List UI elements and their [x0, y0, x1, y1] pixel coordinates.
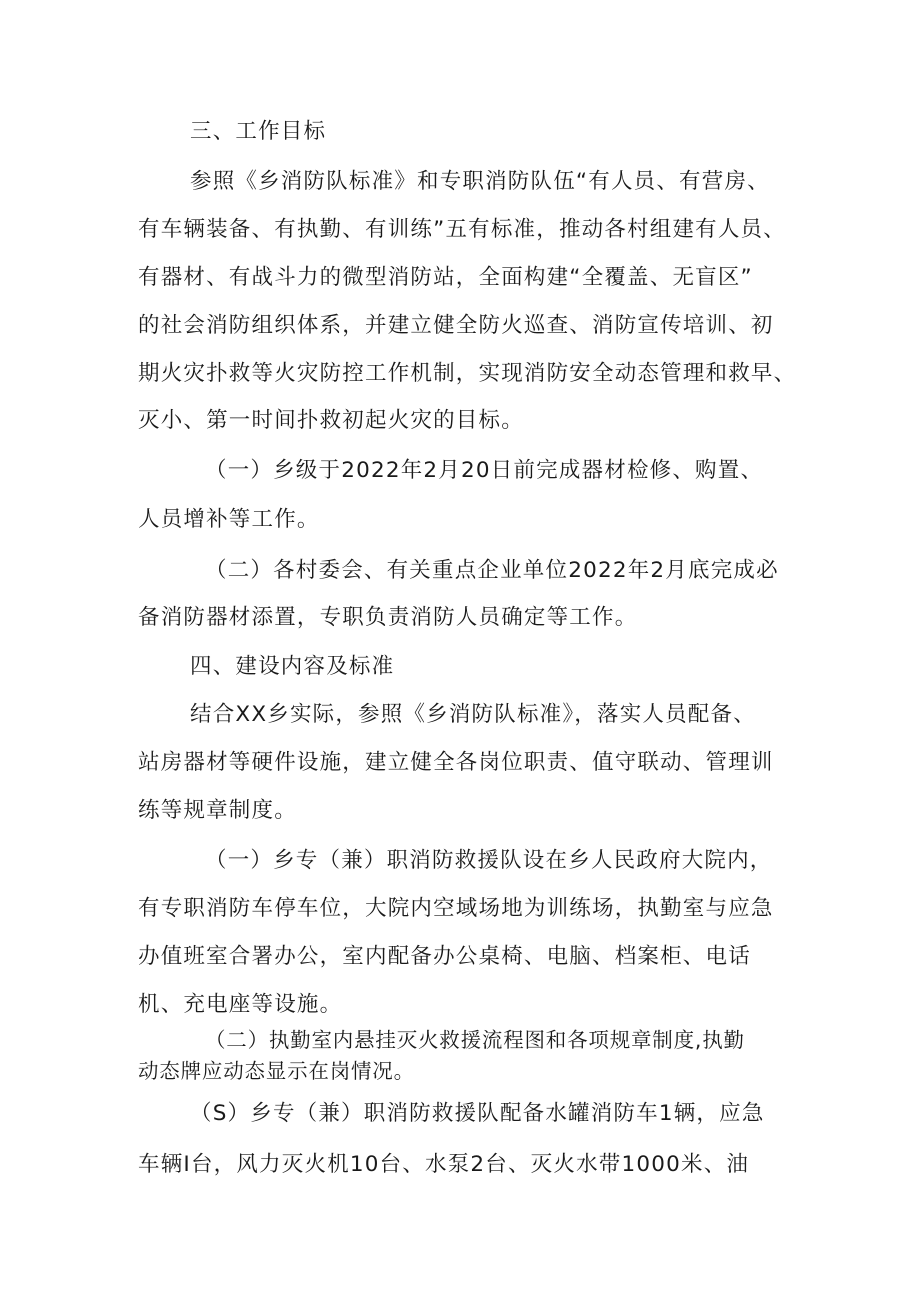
section-3-item-1-line-2: 人员增补等工作。 [138, 507, 320, 532]
section-3-para-line-6: 灭小、第一时间扑救初起火灾的目标。 [138, 408, 524, 433]
section-3-item-1-line-1: （一）乡级于2022年2月20日前完成器材检修、购置、 [205, 458, 764, 483]
section-4-item-1-line-3: 办值班室合署办公，室内配备办公桌椅、电脑、档案柜、电话 [138, 944, 751, 969]
section-3-para-line-1: 参照《乡消防队标准》和专职消防队伍“有人员、有营房、 [190, 169, 770, 194]
section-4-item-2-line-1: （二）执勤室内悬挂灭火救援流程图和各项规章制度,执勤 [205, 1028, 745, 1052]
section-3-para-line-5: 期火灾扑救等火灾防控工作机制，实现消防安全动态管理和救早、 [138, 361, 797, 386]
section-3-item-2-line-2: 备消防器材添置，专职负责消防人员确定等工作。 [138, 605, 638, 630]
section-4-heading: 四、建设内容及标准 [190, 654, 395, 679]
section-4-item-1-line-4: 机、充电座等设施。 [138, 992, 343, 1017]
section-4-para-line-2: 站房器材等硬件设施，建立健全各岗位职责、值守联动、管理训 [138, 750, 774, 775]
section-3-item-2-line-1: （二）各村委会、有关重点企业单位2022年2月底完成必 [205, 558, 779, 583]
section-4-item-1-line-2: 有专职消防车停车位，大院内空域场地为训练场，执勤室与应急 [138, 896, 774, 921]
section-4-item-2-line-2: 动态牌应动态显示在岗情况。 [138, 1059, 415, 1083]
section-3-para-line-4: 的社会消防组织体系，并建立健全防火巡查、消防宣传培训、初 [138, 313, 774, 338]
section-4-para-line-3: 练等规章制度。 [138, 798, 297, 823]
section-4-item-1-line-1: （一）乡专（兼）职消防救援队设在乡人民政府大院内， [205, 848, 773, 873]
section-3-para-line-3: 有器材、有战斗力的微型消防站，全面构建“全覆盖、无盲区” [138, 265, 753, 290]
section-3-para-line-2: 有车辆装备、有执勤、有训练”五有标准，推动各村组建有人员、 [138, 217, 786, 242]
section-4-item-3-line-1: （S）乡专（兼）职消防救援队配备水罐消防车1辆，应急 [190, 1101, 765, 1126]
section-3-heading: 三、工作目标 [190, 119, 327, 144]
section-4-item-3-line-2: 车辆I台，风力灭火机10台、水泵2台、灭火水带1000米、油 [138, 1152, 750, 1177]
section-4-para-line-1: 结合XX乡实际，参照《乡消防队标准》，落实人员配备、 [190, 702, 756, 727]
